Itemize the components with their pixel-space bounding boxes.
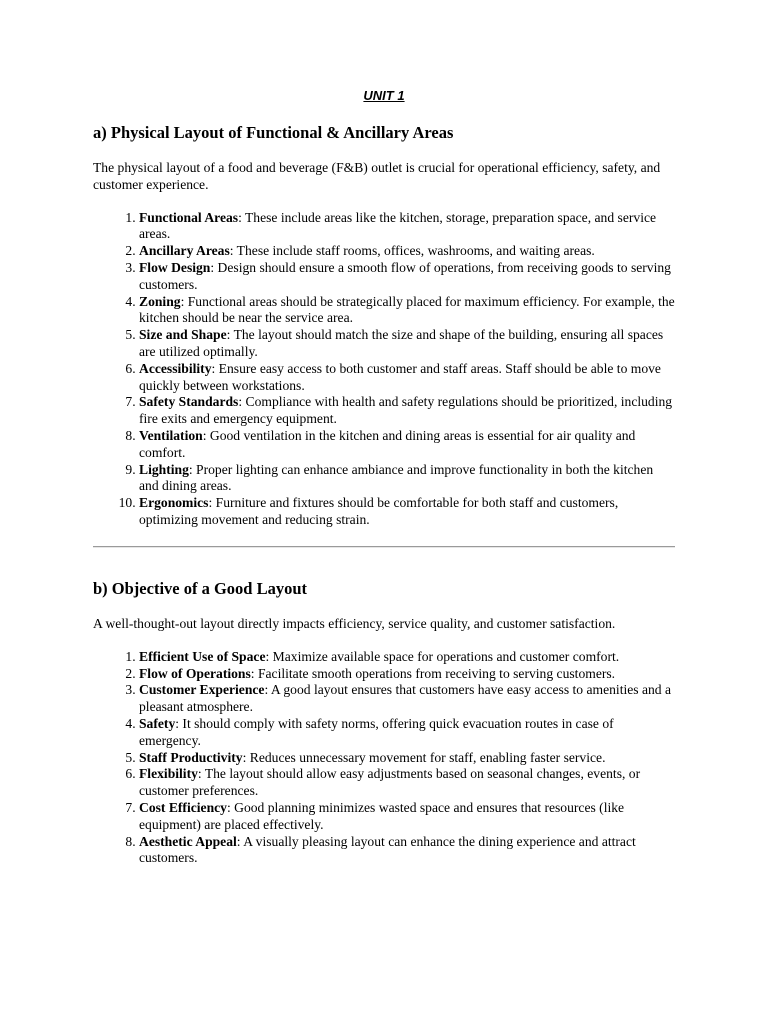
item-text: : Reduces unnecessary movement for staff, enabling faster service. (242, 749, 606, 765)
section-b-list (93, 649, 675, 867)
list-item (139, 750, 675, 767)
item-term: Aesthetic Appeal (139, 833, 237, 849)
item-text: : Ensure easy access to both customer and staff areas. Staff should be able to move quickly between workstations. (139, 360, 661, 393)
list-item (139, 495, 675, 529)
list-item (139, 716, 675, 750)
item-text: : The layout should match the size and shape of the building, ensuring all spaces are utilized optimally. (139, 327, 664, 359)
item-text: : Maximize available space for operations and customer comfort. (265, 648, 620, 664)
list-item (139, 428, 675, 462)
item-text: : These include staff rooms, offices, washrooms, and waiting areas. (229, 243, 595, 259)
item-text: : Proper lighting can enhance ambiance and improve functionality in both the kitchen and dining areas. (139, 461, 654, 494)
section-b-intro: A well-thought-out layout directly impacts efficiency, service quality, and customer satisfaction. (93, 616, 616, 631)
item-text: : Facilitate smooth operations from receiving to serving customers. (250, 665, 616, 681)
list-item (139, 210, 675, 244)
item-term: Cost Efficiency (139, 799, 227, 815)
section-b-heading: b) Objective of a Good Layout (93, 579, 308, 598)
section-a-list (93, 210, 675, 529)
item-term: Accessibility (139, 360, 212, 376)
item-text: : These include areas like the kitchen, storage, preparation space, and service areas. (139, 209, 657, 242)
list-item (139, 682, 675, 716)
item-text: : A good layout ensures that customers have easy access to amenities and a pleasant atmosphere. (139, 682, 672, 715)
item-text: : Furniture and fixtures should be comfortable for both staff and customers, optimizing movement and reducing strain. (139, 495, 619, 527)
item-term: Functional Areas (139, 209, 239, 225)
item-term: Ventilation (139, 427, 203, 443)
list-item (139, 394, 675, 428)
list-item (139, 649, 675, 666)
horizontal-divider (93, 546, 675, 548)
item-term: Staff Productivity (139, 749, 243, 765)
section-physical-layout (93, 122, 675, 529)
item-term: Flow Design (139, 259, 211, 275)
item-term: Flexibility (139, 766, 198, 782)
item-term: Lighting (139, 461, 189, 477)
section-a-heading: a) Physical Layout of Functional & Ancillary Areas (93, 123, 454, 142)
item-term: Ancillary Areas (139, 243, 230, 259)
item-text: : Design should ensure a smooth flow of operations, from receiving goods to serving customers. (139, 259, 671, 292)
item-term: Ergonomics (139, 495, 209, 511)
item-term: Safety Standards (139, 394, 239, 410)
list-item (139, 800, 675, 834)
item-text: : Functional areas should be strategically placed for maximum efficiency. For example, the kitchen should be near the service area. (139, 293, 675, 326)
section-a-intro: The physical layout of a food and beverage (F&B) outlet is crucial for operational efficiency, safety, and customer experience. (93, 160, 661, 192)
list-item (139, 327, 675, 361)
item-term: Efficient Use of Space (139, 648, 266, 664)
item-text: : Good planning minimizes wasted space and ensures that resources (like equipment) are placed effectively. (139, 799, 625, 832)
item-term: Customer Experience (139, 682, 265, 698)
list-item (139, 766, 675, 800)
list-item (139, 834, 675, 868)
section-objective (93, 578, 675, 867)
item-term: Zoning (139, 293, 181, 309)
item-text: : The layout should allow easy adjustments based on seasonal changes, events, or customer preferences. (139, 766, 641, 799)
list-item (139, 462, 675, 496)
item-text: : Compliance with health and safety regulations should be prioritized, including fire exits and emergency equipment. (139, 394, 673, 427)
list-item (139, 666, 675, 683)
list-item (139, 361, 675, 395)
item-text: : Good ventilation in the kitchen and dining areas is essential for air quality and comfort. (139, 427, 636, 460)
item-text: : It should comply with safety norms, offering quick evacuation routes in case of emergency. (139, 715, 614, 748)
list-item (139, 294, 675, 328)
item-term: Safety (139, 715, 176, 731)
item-text: : A visually pleasing layout can enhance the dining experience and attract customers. (139, 833, 636, 866)
list-item (139, 243, 675, 260)
item-term: Size and Shape (139, 327, 227, 343)
item-term: Flow of Operations (139, 665, 251, 681)
list-item (139, 260, 675, 294)
unit-title: UNIT 1 (363, 88, 405, 103)
